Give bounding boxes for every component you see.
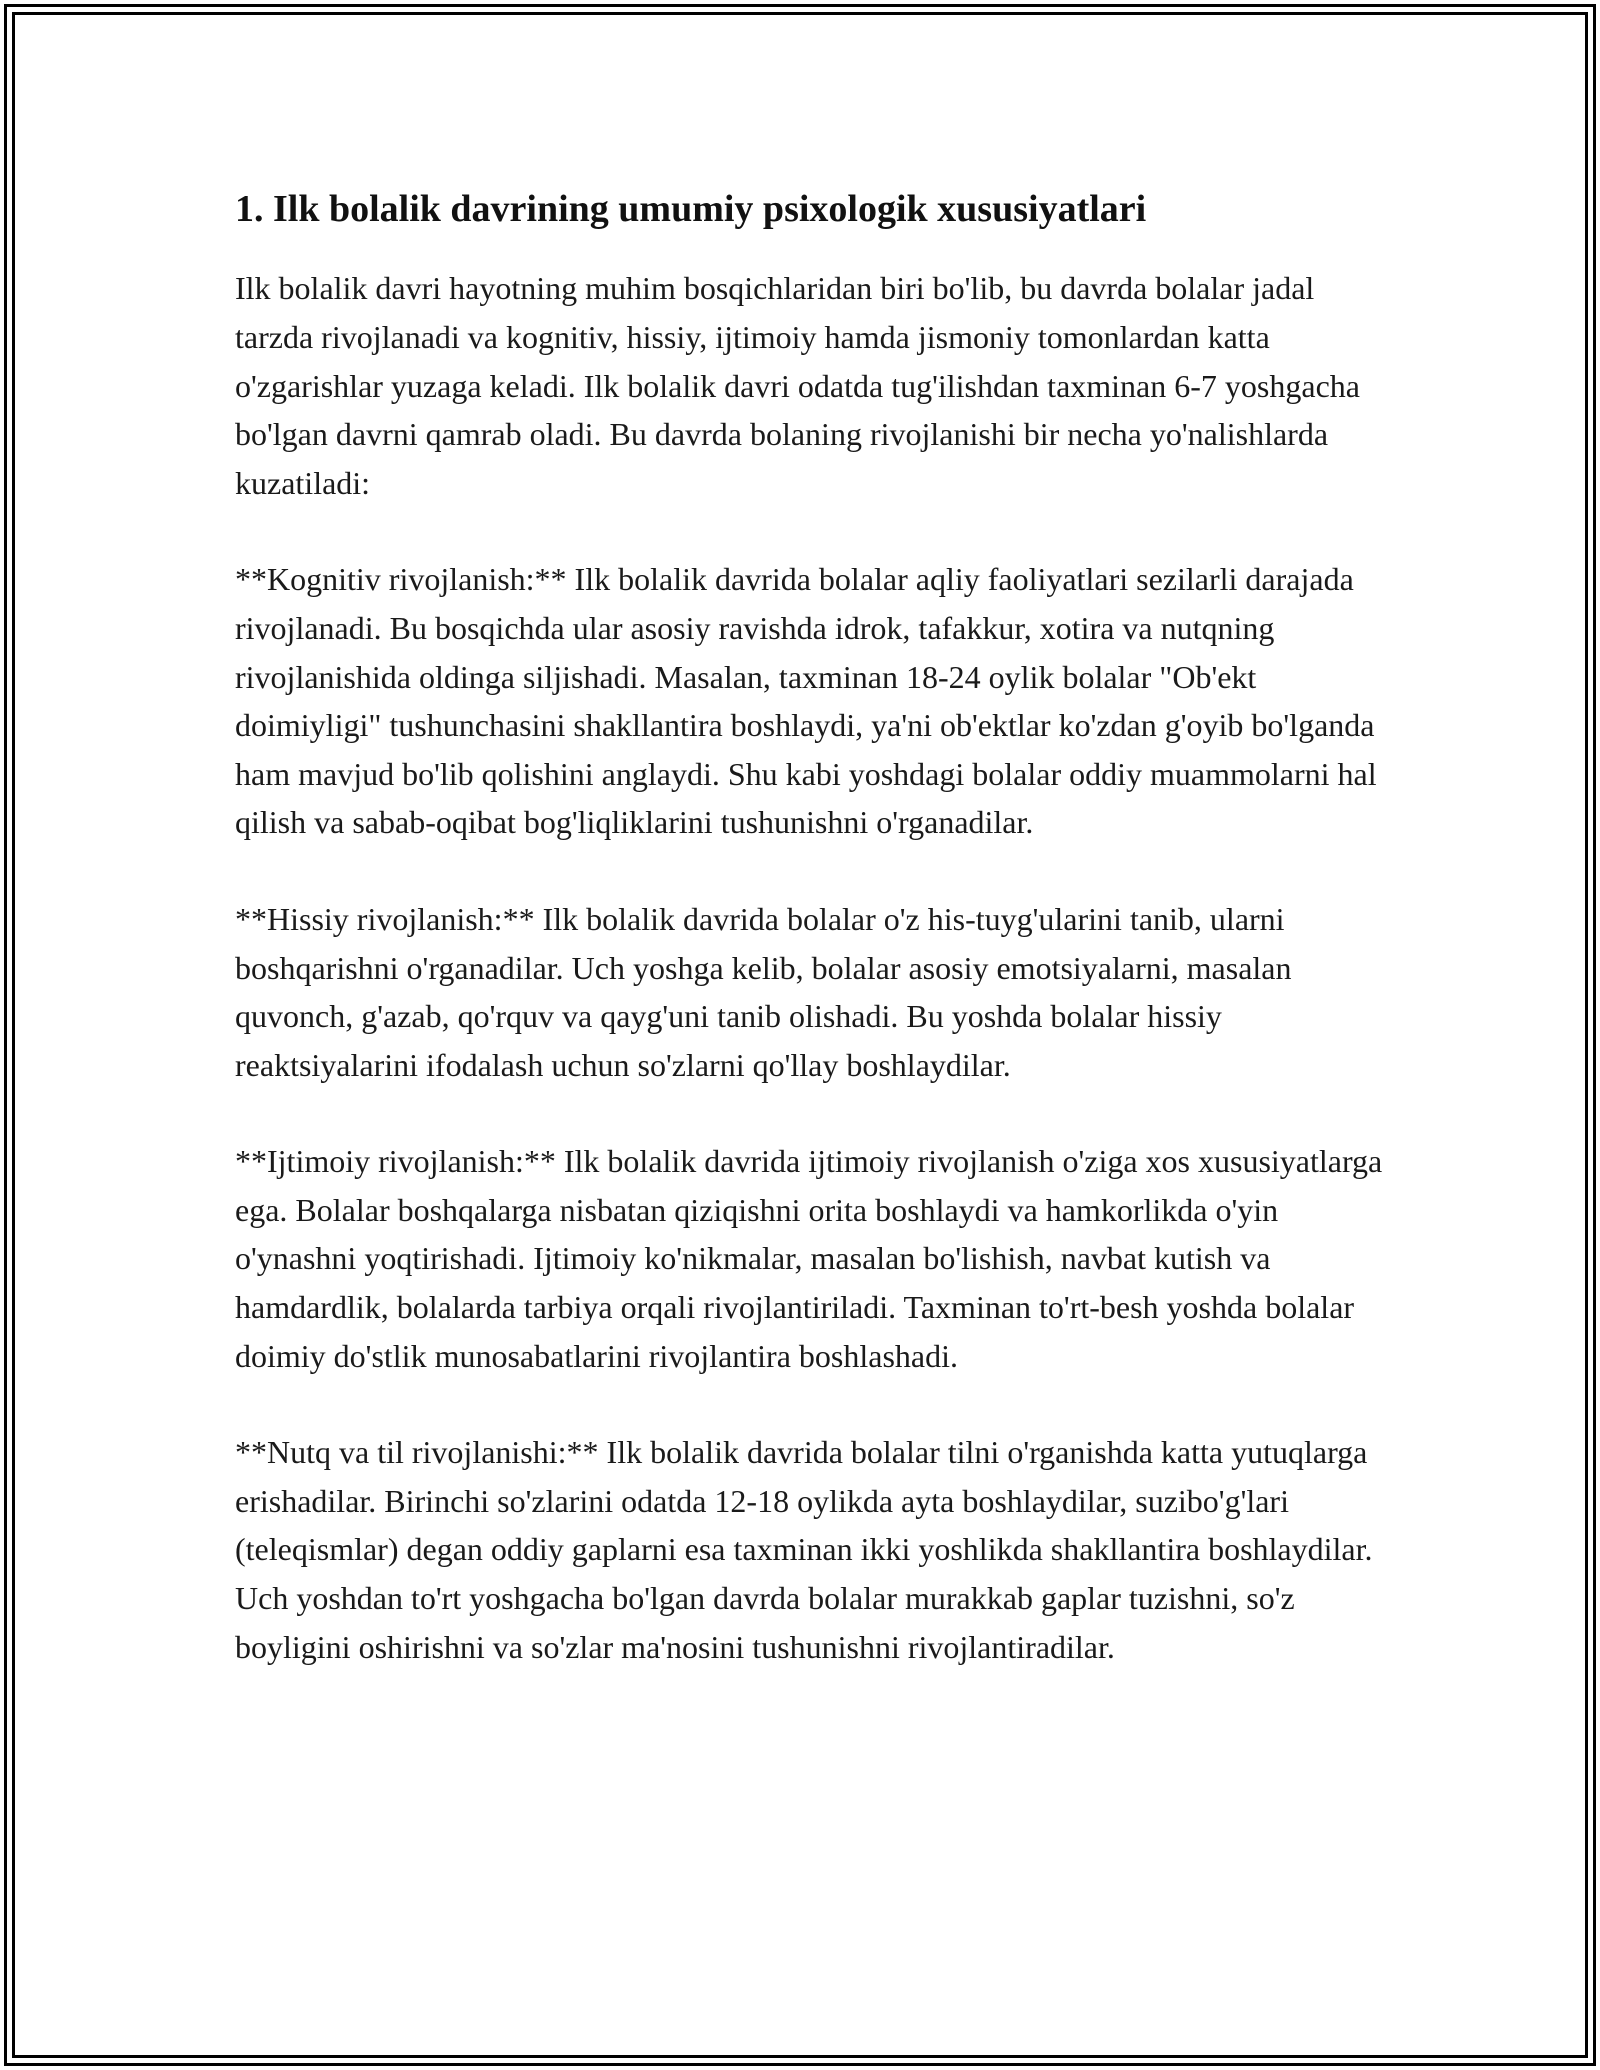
document-body [235, 185, 1385, 1719]
emotional-development-paragraph: **Hissiy rivojlanish:** Ilk bolalik davrida bolalar o'z his-tuyg'ularini tanib, ularni boshqarishni o'rganadilar. Uch yoshga kelib, bolalar asosiy emotsiyalarni, masalan quvonch, g'azab, qo'rquv va qayg'uni tanib olishadi. Bu yoshda bolalar hissiy reaktsiyalarini ifodalash uchun so'zlarni qo'llay boshlaydilar. [235, 900, 1292, 1083]
speech-development-paragraph: **Nutq va til rivojlanishi:** Ilk bolalik davrida bolalar tilni o'rganishda katta yutuqlarga erishadilar. Birinchi so'zlarini odatda 12-18 oylikda ayta boshlaydilar, suzibo'g'lari (teleqismlar) degan oddiy gaplarni esa taxminan ikki yoshlikda shakllantira boshlaydilar. Uch yoshdan to'rt yoshgacha bo'lgan davrda bolalar murakkab gaplar tuzishni, so'z boyligini oshirishni va so'zlar ma'nosini tushunishni rivojlantiradilar. [235, 1434, 1373, 1665]
intro-paragraph: Ilk bolalik davri hayotning muhim bosqichlaridan biri bo'lib, bu davrda bolalar jadal tarzda rivojlanadi va kognitiv, hissiy, ijtimoiy hamda jismoniy tomonlardan katta o'zgarishlar yuzaga keladi. Ilk bolalik davri odatda tug'ilishdan taxminan 6-7 yoshgacha bo'lgan davrni qamrab oladi. Bu davrda bolaning rivojlanishi bir necha yo'nalishlarda kuzatiladi: [235, 270, 1360, 501]
cognitive-development-paragraph: **Kognitiv rivojlanish:** Ilk bolalik davrida bolalar aqliy faoliyatlari sezilarli darajada rivojlanadi. Bu bosqichda ular asosiy ravishda idrok, tafakkur, xotira va nutqning rivojlanishida oldinga siljishadi. Masalan, taxminan 18-24 oylik bolalar "Ob'ekt doimiyligi" tushunchasini shakllantira boshlaydi, ya'ni ob'ektlar ko'zdan g'oyib bo'lganda ham mavjud bo'lib qolishini anglaydi. Shu kabi yoshdagi bolalar oddiy muammolarni hal qilish va sabab-oqibat bog'liqliklarini tushunishni o'rganadilar. [235, 561, 1377, 841]
section-heading: 1. Ilk bolalik davrining umumiy psixologik xususiyatlari [235, 188, 1147, 230]
social-development-paragraph: **Ijtimoiy rivojlanish:** Ilk bolalik davrida ijtimoiy rivojlanish o'ziga xos xususiyatlarga ega. Bolalar boshqalarga nisbatan qiziqishni orita boshlaydi va hamkorlikda o'yin o'ynashni yoqtirishadi. Ijtimoiy ko'nikmalar, masalan bo'lishish, navbat kutish va hamdardlik, bolalarda tarbiya orqali rivojlantiriladi. Taxminan to'rt-besh yoshda bolalar doimiy do'stlik munosabatlarini rivojlantira boshlashadi. [235, 1143, 1383, 1374]
